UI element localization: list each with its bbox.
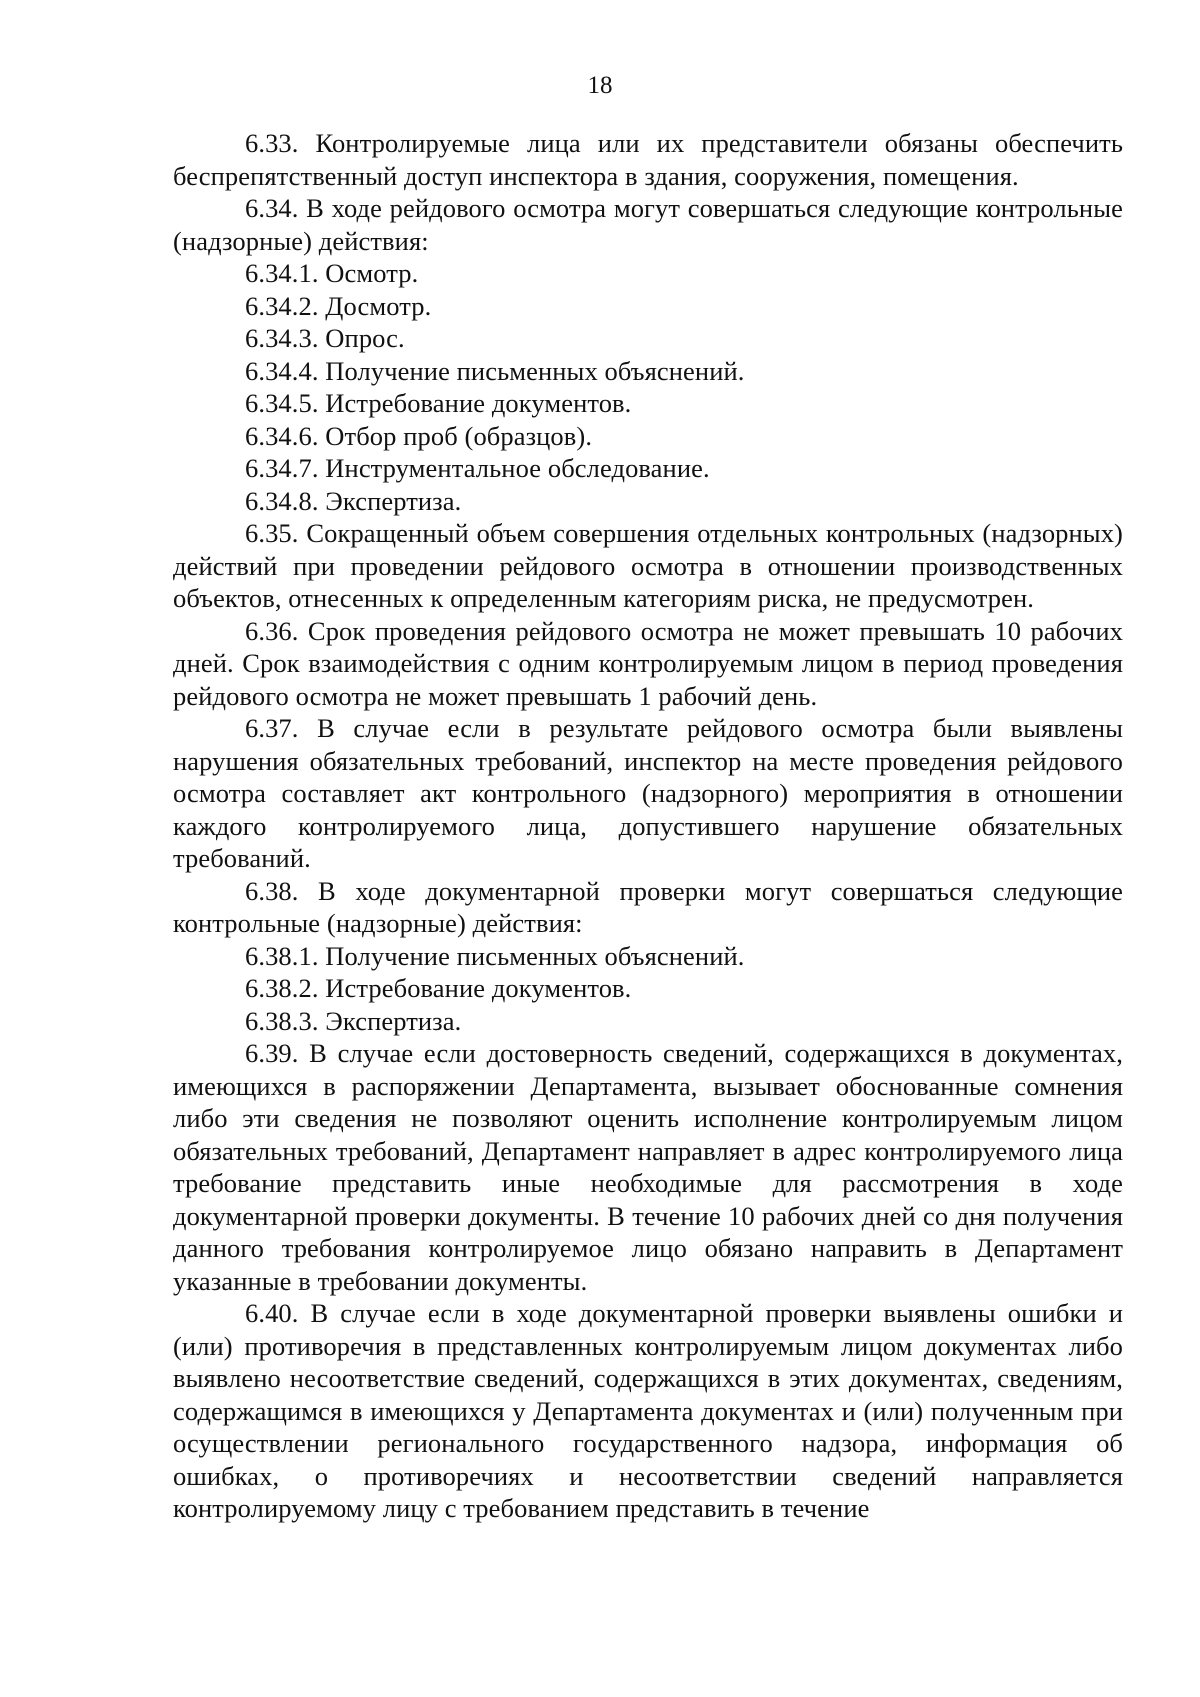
list-item-paragraph: 6.34.4. Получение письменных объяснений. [245, 355, 745, 386]
section-paragraph: 6.40. В случае если в ходе документарной проверки выявлены ошибки и (или) противоречия в представленных контролируемым лицом документах либо выявлено несоответствие сведений, содержащихся в этих документах, сведениям, содержащимся в имеющихся у Департамента документах и (или) полученным при осуществлении регионального государственного надзора, информация об ошибках, о противоречиях и несоответствии сведений направляется контролируемому лицу с требованием представить в течение [173, 1298, 1123, 1523]
list-item-paragraph: 6.34.3. Опрос. [245, 323, 405, 353]
section-paragraph: 6.34. В ходе рейдового осмотра могут совершаться следующие контрольные (надзорные) действия: [173, 193, 1123, 256]
list-item-paragraph: 6.34.2. Досмотр. [245, 290, 432, 321]
list-item-paragraph: 6.34.1. Осмотр. [245, 258, 419, 288]
list-item-paragraph: 6.34.5. Истребование документов. [245, 388, 632, 418]
page-number: 18 [587, 72, 613, 99]
section-paragraph: 6.39. В случае если достоверность сведений, содержащихся в документах, имеющихся в распоряжении Департамента, вызывает обоснованные сомнения либо эти сведения не позволяют оценить исполнение контролируемым лицом обязательных требований, Департамент направляет в адрес контролируемого лица требование представить иные необходимые для рассмотрения в ходе документарной проверки документы. В течение 10 рабочих дней со дня получения данного требования контролируемое лицо обязано направить в Департамент указанные в требовании документы. [173, 1038, 1123, 1296]
section-paragraph: 6.38. В ходе документарной проверки могут совершаться следующие контрольные (надзорные) действия: [173, 875, 1123, 938]
section-paragraph: 6.33. Контролируемые лица или их представители обязаны обеспечить беспрепятственный доступ инспектора в здания, сооружения, помещения. [173, 128, 1123, 191]
list-item-paragraph: 6.38.3. Экспертиза. [245, 1005, 462, 1036]
section-paragraph: 6.35. Сокращенный объем совершения отдельных контрольных (надзорных) действий при проведении рейдового осмотра в отношении производственных объектов, отнесенных к определенным категориям риска, не предусмотрен. [173, 518, 1123, 613]
section-paragraph: 6.37. В случае если в результате рейдового осмотра были выявлены нарушения обязательных требований, инспектор на месте проведения рейдового осмотра составляет акт контрольного (надзорного) мероприятия в отношении каждого контролируемого лица, допустившего нарушение обязательных требований. [173, 713, 1123, 873]
list-item-paragraph: 6.34.7. Инструментальное обследование. [245, 453, 710, 483]
list-item-paragraph: 6.34.8. Экспертиза. [245, 485, 462, 516]
document-body [173, 127, 1123, 1525]
list-item-paragraph: 6.38.1. Получение письменных объяснений. [245, 940, 745, 971]
list-item-paragraph: 6.38.2. Истребование документов. [245, 973, 632, 1003]
list-item-paragraph: 6.34.6. Отбор проб (образцов). [245, 420, 593, 451]
section-paragraph: 6.36. Срок проведения рейдового осмотра не может превышать 10 рабочих дней. Срок взаимодействия с одним контролируемым лицом в период проведения рейдового осмотра не может превышать 1 рабочий день. [173, 615, 1123, 711]
